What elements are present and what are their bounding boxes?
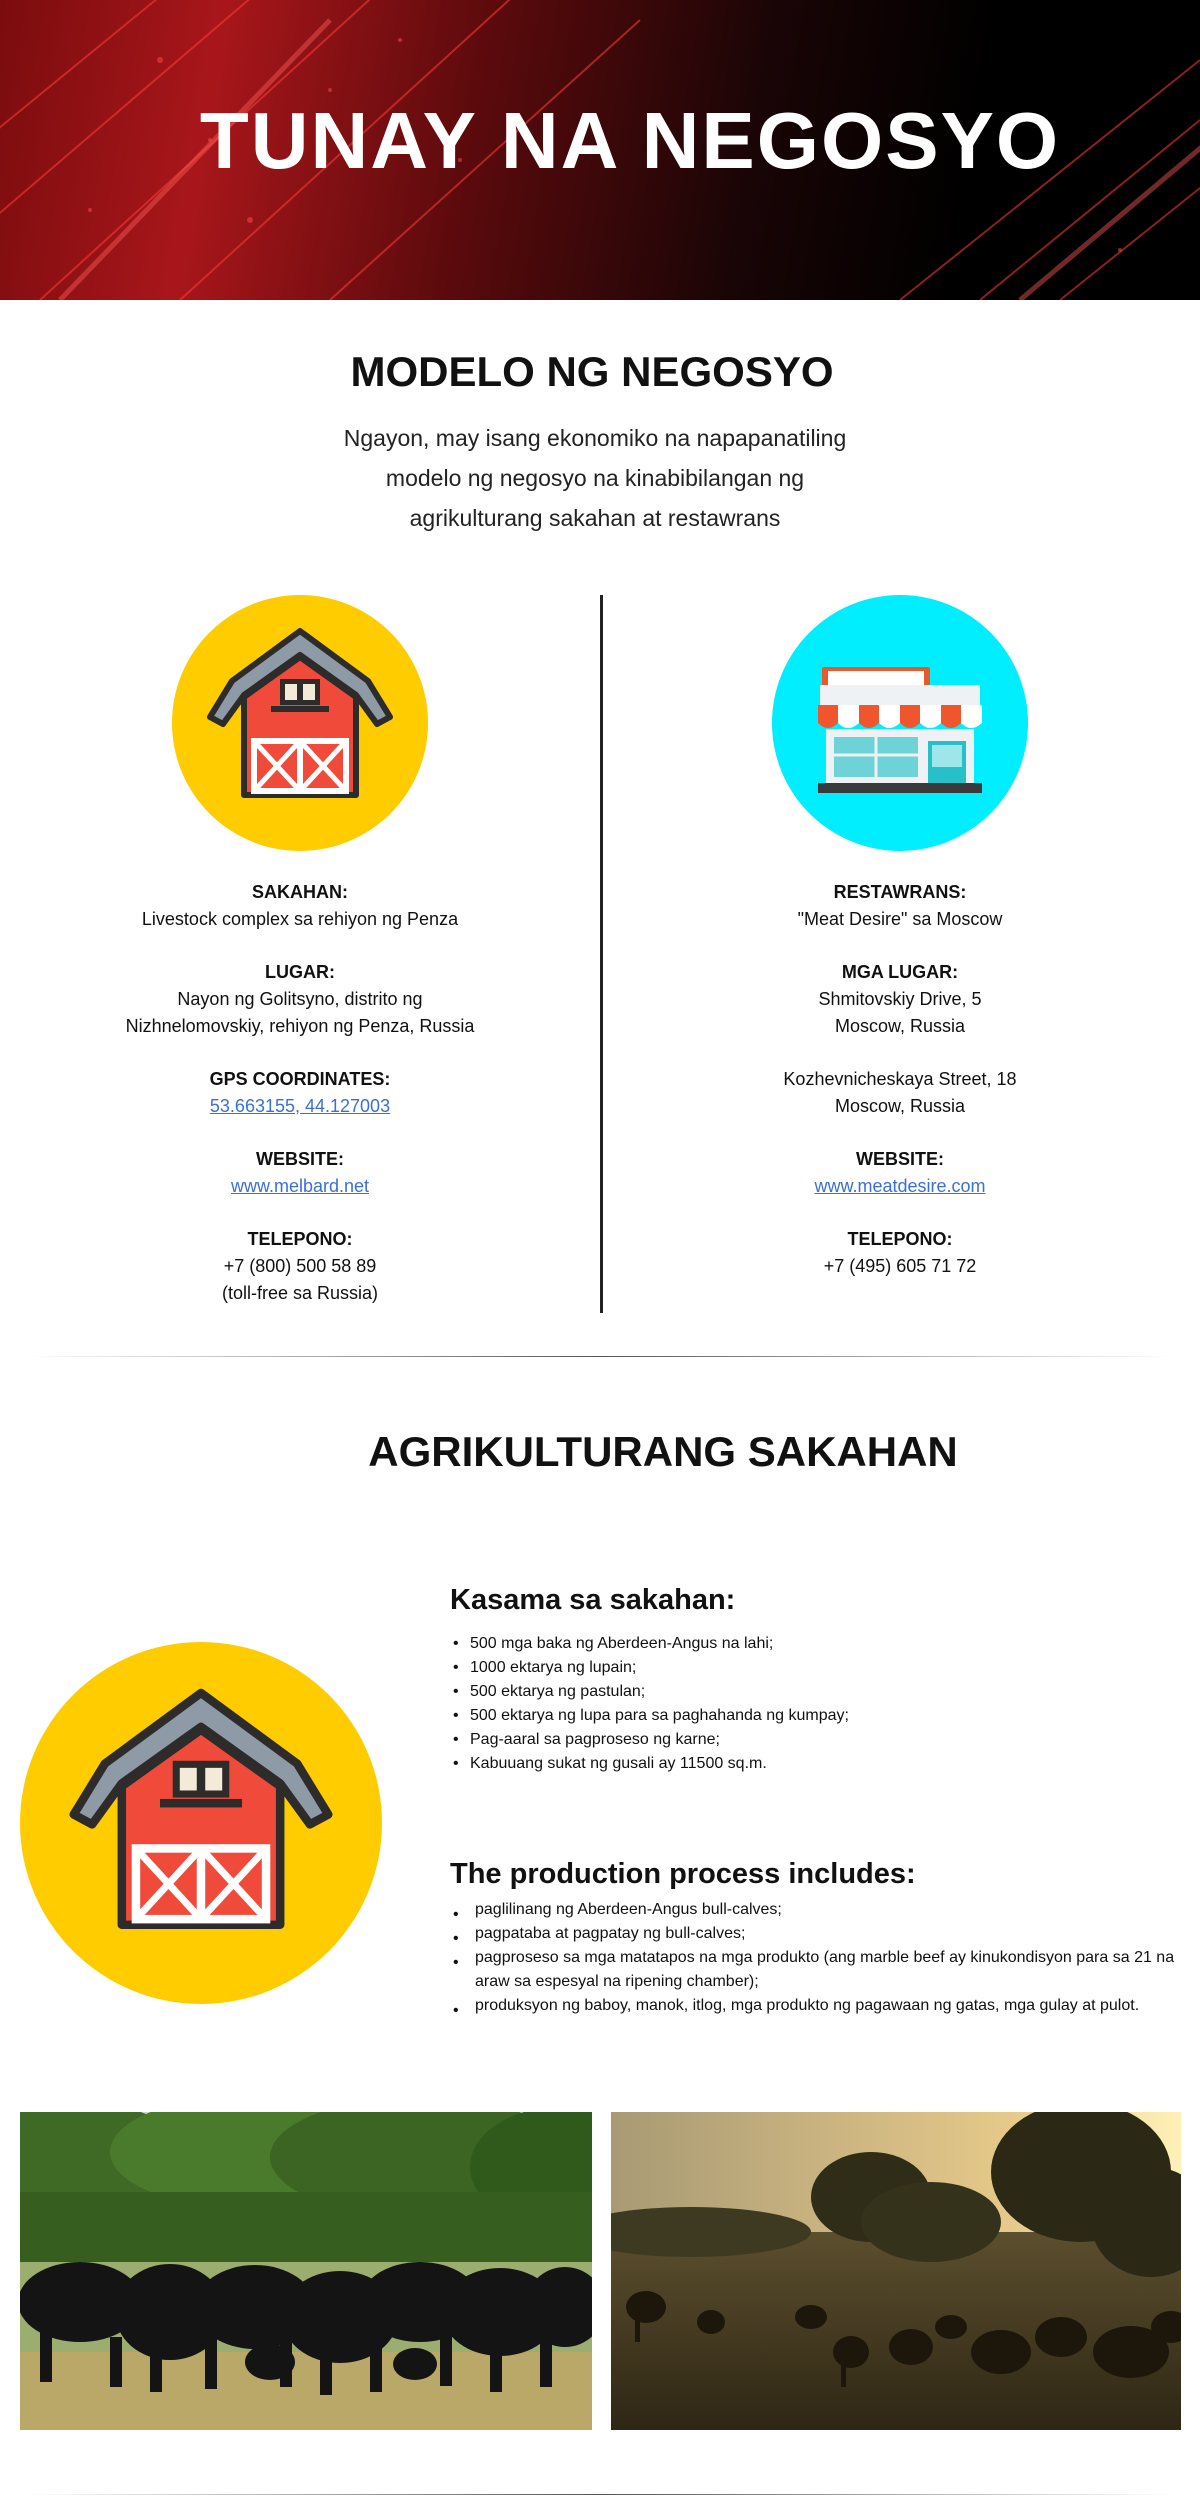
- location-line: Kozhevnicheskaya Street, 18: [783, 1069, 1017, 1089]
- farm-label: SAKAHAN:: [252, 882, 348, 902]
- section-title-business-model: MODELO NG NEGOSYO: [350, 348, 834, 395]
- column-divider: [600, 595, 603, 1313]
- barn-icon: [20, 1642, 382, 2004]
- list-item: • pagpataba at pagpatay ng bull-calves;: [450, 1922, 1190, 1946]
- list-item: • 500 ektarya ng pastulan;: [450, 1680, 1190, 1704]
- farm-includes-title: Kasama sa sakahan:: [450, 1584, 736, 1616]
- restaurant-value: "Meat Desire" sa Moscow: [797, 909, 1003, 929]
- restaurant-website-link[interactable]: www.meatdesire.com: [814, 1176, 986, 1196]
- locations-label: MGA LUGAR:: [841, 962, 959, 982]
- barn-icon: [172, 595, 428, 851]
- hero-banner: [0, 0, 1200, 300]
- location-line: Nizhnelomovskiy, rehiyon ng Penza, Russia: [125, 1016, 475, 1036]
- location-line: Moscow, Russia: [834, 1096, 966, 1116]
- section-title-agri-farm: AGRIKULTURANG SAKAHAN: [368, 1428, 958, 1475]
- list-item: • Pag-aaral sa pagproseso ng karne;: [450, 1728, 1190, 1752]
- business-model-description: Ngayon, may isang ekonomiko na napapanatiling modelo ng negosyo na kinabibilangan ng agrikulturang sakahan at restawrans: [343, 425, 847, 531]
- website-label: WEBSITE:: [256, 1149, 344, 1169]
- farm-column: [20, 595, 580, 1307]
- section-divider: [25, 2494, 1175, 2495]
- farm-info: [20, 879, 580, 1307]
- phone-label: TELEPONO:: [847, 1229, 953, 1249]
- production-process-list: [450, 1898, 1190, 2018]
- storefront-icon: [772, 595, 1028, 851]
- cattle-sunset-photo: [611, 2112, 1181, 2430]
- list-item: • 500 ektarya ng lupa para sa paghahanda ng kumpay;: [450, 1704, 1190, 1728]
- list-item: • pagproseso sa mga matatapos na mga produkto (ang marble beef ay kinukondisyon para sa 21 na araw sa espesyal na ripening chamber);: [450, 1946, 1190, 1994]
- farm-includes-list: [450, 1632, 1190, 1776]
- production-process-title: The production process includes:: [450, 1858, 916, 1890]
- farm-phone-note: (toll-free sa Russia): [221, 1283, 379, 1303]
- hero-title: TUNAY NA NEGOSYO: [199, 96, 1061, 185]
- location-line: Nayon ng Golitsyno, distrito ng: [177, 989, 423, 1009]
- farm-value: Livestock complex sa rehiyon ng Penza: [141, 909, 459, 929]
- list-item: • Kabuuang sukat ng gusali ay 11500 sq.m.: [450, 1752, 1190, 1776]
- list-item: • 500 mga baka ng Aberdeen-Angus na lahi;: [450, 1632, 1190, 1656]
- restaurant-label: RESTAWRANS:: [833, 882, 967, 902]
- location-label: LUGAR:: [265, 962, 335, 982]
- cattle-herd-photo: [20, 2112, 592, 2430]
- farm-website-link[interactable]: www.melbard.net: [230, 1176, 370, 1196]
- gps-coordinates-link[interactable]: 53.663155, 44.127003: [209, 1096, 391, 1116]
- website-label: WEBSITE:: [856, 1149, 944, 1169]
- phone-label: TELEPONO:: [247, 1229, 353, 1249]
- farm-phone: +7 (800) 500 58 89: [223, 1256, 377, 1276]
- restaurant-info: [620, 879, 1180, 1280]
- list-item: • paglilinang ng Aberdeen-Angus bull-calves;: [450, 1898, 1190, 1922]
- restaurant-column: [620, 595, 1180, 1280]
- restaurant-phone: +7 (495) 605 71 72: [823, 1256, 977, 1276]
- location-line: Moscow, Russia: [834, 1016, 966, 1036]
- list-item: • produksyon ng baboy, manok, itlog, mga produkto ng pagawaan ng gatas, mga gulay at pulot.: [450, 1994, 1190, 2018]
- list-item: • 1000 ektarya ng lupain;: [450, 1656, 1190, 1680]
- section-divider: [25, 1356, 1175, 1357]
- location-line: Shmitovskiy Drive, 5: [818, 989, 982, 1009]
- gps-label: GPS COORDINATES:: [209, 1069, 391, 1089]
